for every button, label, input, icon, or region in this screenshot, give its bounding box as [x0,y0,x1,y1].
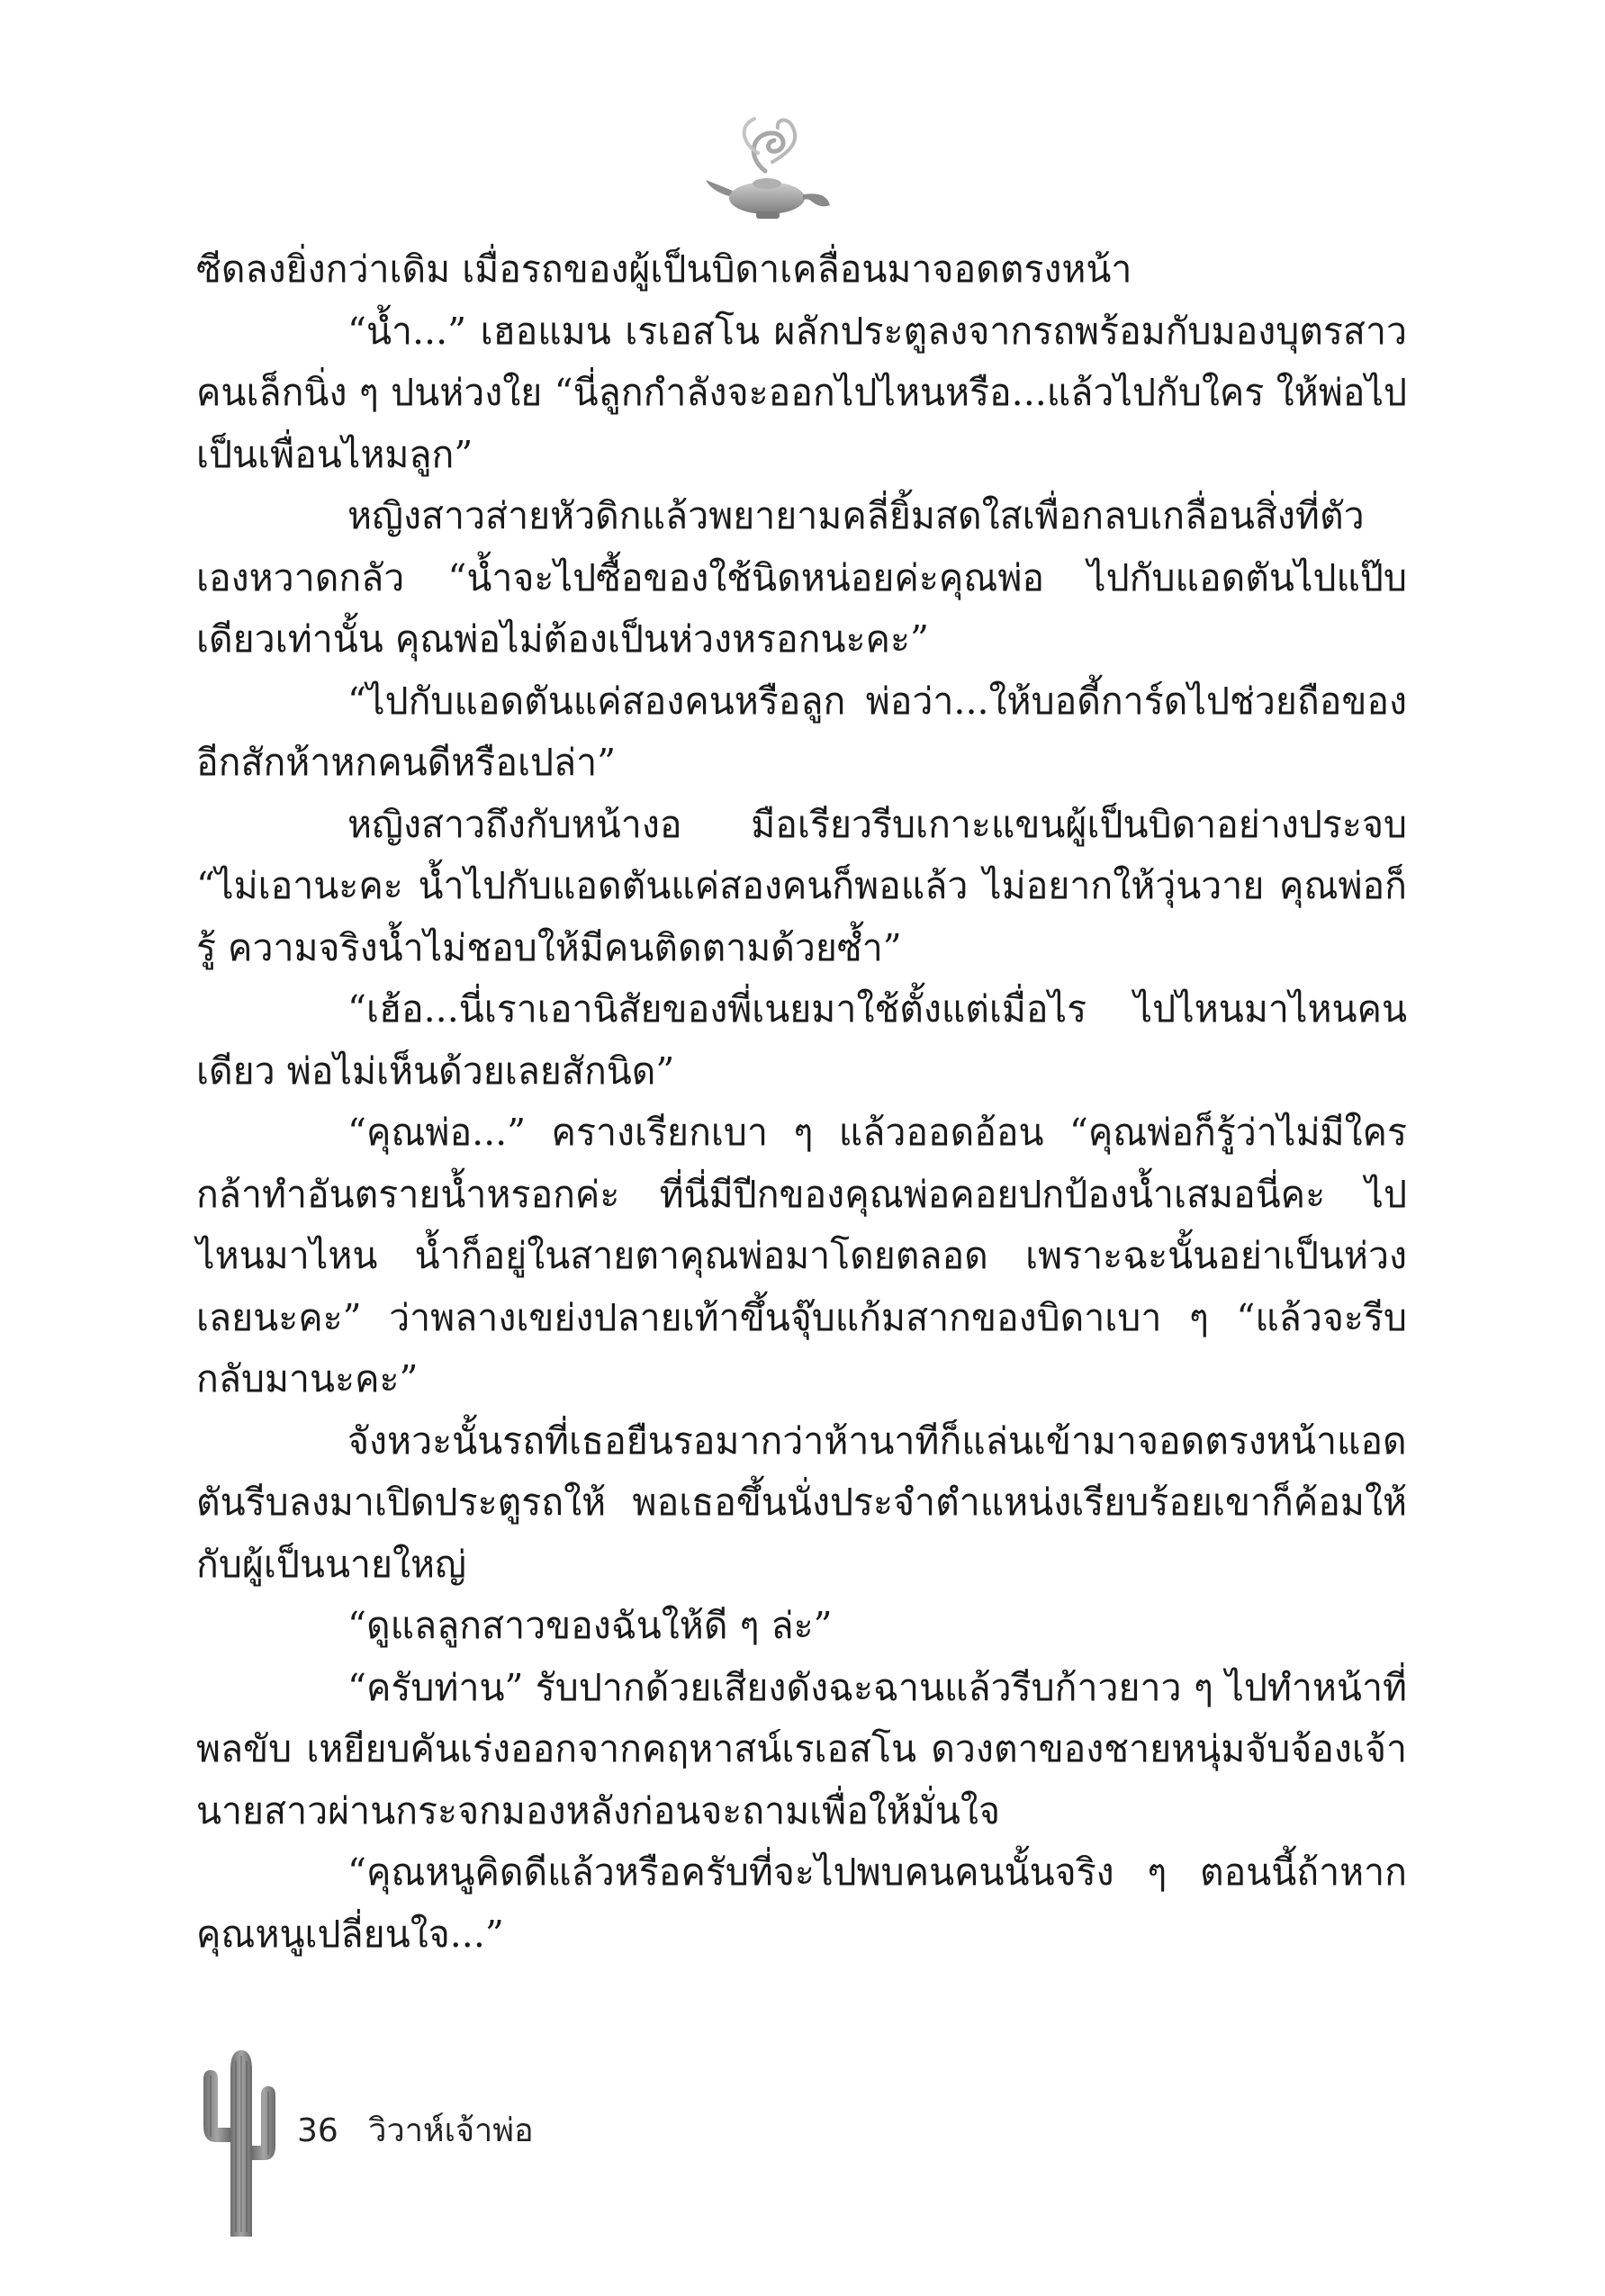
paragraph: ซีดลงยิ่งกว่าเดิม เมื่อรถของผู้เป็นบิดาเคลื่อนมาจอดตรงหน้า [196,248,1132,291]
body-text [196,239,1407,1965]
cactus-icon [189,2043,288,2241]
footer-caption [297,2104,554,2156]
paragraph: จังหวะนั้นรถที่เธอยืนรอมากว่าห้านาทีก็แล่นเข้ามาจอดตรงหน้าแอดตันรีบลงมาเปิดประตูรถให้ พอเธอขึ้นนั่งประจำตำแหน่งเรียบร้อยเขาก็ค้อมให้กับผู้เป็นนายใหญ่ [196,1418,1407,1586]
paragraph: “ไปกับแอดตันแค่สองคนหรือลูก พ่อว่า...ให้บอดี้การ์ดไปช่วยถือของอีกสักห้าหกคนดีหรือเปล่า” [196,679,1407,784]
page-number: 36 [297,2112,338,2149]
magic-lamp-icon [702,108,837,225]
paragraph: “ครับท่าน” รับปากด้วยเสียงดังฉะฉานแล้วรีบก้าวยาว ๆ ไปทำหน้าที่พลขับ เหยียบคันเร่งออกจากคฤหาสน์เรเอสโน ดวงตาของชายหนุ่มจับจ้องเจ้านายสาวผ่านกระจกมองหลังก่อนจะถามเพื่อให้มั่นใจ [196,1665,1407,1832]
paragraph: หญิงสาวส่ายหัวดิกแล้วพยายามคลี่ยิ้มสดใสเพื่อกลบเกลื่อนสิ่งที่ตัวเองหวาดกลัว “น้ำจะไปซื้อของใช้นิดหน่อยค่ะคุณพ่อ ไปกับแอดตันไปแป๊บเดียวเท่านั้น คุณพ่อไม่ต้องเป็นห่วงหรอกนะคะ” [196,494,1407,661]
paragraph: “คุณหนูคิดดีแล้วหรือครับที่จะไปพบคนคนนั้นจริง ๆ ตอนนี้ถ้าหากคุณหนูเปลี่ยนใจ...” [196,1850,1407,1956]
paragraph: “เฮ้อ...นี่เราเอานิสัยของพี่เนยมาใช้ตั้งแต่เมื่อไร ไปไหนมาไหนคนเดียว พ่อไม่เห็นด้วยเลยสักนิด” [196,987,1407,1093]
paragraph: “น้ำ...” เฮอแมน เรเอสโน ผลักประตูลงจากรถพร้อมกับมองบุตรสาวคนเล็กนิ่ง ๆ ปนห่วงใย “นี่ลูกกำลังจะออกไปไหนหรือ...แล้วไปกับใคร ให้พ่อไปเป็นเพื่อนไหมลูก” [196,309,1407,476]
paragraph: “ดูแลลูกสาวของฉันให้ดี ๆ ล่ะ” [347,1604,833,1647]
page-footer [189,2043,819,2259]
paragraph: หญิงสาวถึงกับหน้างอ มือเรียวรีบเกาะแขนผู้เป็นบิดาอย่างประจบ “ไม่เอานะคะ น้ำไปกับแอดตันแค่สองคนก็พอแล้ว ไม่อยากให้วุ่นวาย คุณพ่อก็รู้ ความจริงน้ำไม่ชอบให้มีคนติดตามด้วยซ้ำ” [196,802,1407,969]
book-title: วิวาห์เจ้าพ่อ [368,2112,534,2149]
paragraph: “คุณพ่อ...” ครางเรียกเบา ๆ แล้วออดอ้อน “คุณพ่อก็รู้ว่าไม่มีใครกล้าทำอันตรายน้ำหรอกค่ะ ที่นี่มีปีกของคุณพ่อคอยปกป้องน้ำเสมอนี่คะ ไปไหนมาไหน น้ำก็อยู่ในสายตาคุณพ่อมาโดยตลอด เพราะฉะนั้นอย่าเป็นห่วงเลยนะคะ” ว่าพลางเขย่งปลายเท้าขึ้นจุ๊บแก้มสากของบิดาเบา ๆ “แล้วจะรีบกลับมานะคะ” [196,1111,1407,1400]
